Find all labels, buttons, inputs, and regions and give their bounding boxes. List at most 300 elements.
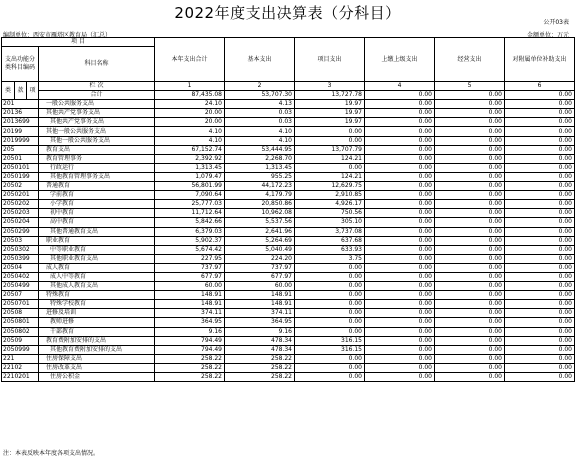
amount-cell: 0.00 <box>435 127 505 136</box>
amount-unit: 金额单位：万元 <box>526 32 569 39</box>
subject-code: 2210201 <box>2 373 39 382</box>
amount-cell: 0.00 <box>295 282 365 291</box>
amount-cell: 0.00 <box>295 272 365 281</box>
subject-name: 特殊教育 <box>39 291 155 300</box>
amount-cell: 0.00 <box>365 318 435 327</box>
table-row <box>2 200 575 209</box>
amount-cell: 5,902.37 <box>155 236 225 245</box>
amount-cell: 0.00 <box>505 318 575 327</box>
amount-cell: 0.00 <box>435 136 505 145</box>
subject-name: 干部教育 <box>39 327 155 336</box>
amount-cell: 0.00 <box>295 291 365 300</box>
subject-code: 20501 <box>2 154 39 163</box>
amount-cell: 0.00 <box>365 118 435 127</box>
amount-cell: 44,172.23 <box>225 182 295 191</box>
amount-cell: 0.00 <box>295 263 365 272</box>
amount-cell: 258.22 <box>225 363 295 372</box>
amount-cell: 4,926.17 <box>295 200 365 209</box>
amount-cell: 0.00 <box>435 163 505 172</box>
table-row <box>2 254 575 263</box>
col-upper-header: 上缴上级支出 <box>365 38 435 82</box>
subject-code: 2050701 <box>2 300 39 309</box>
amount-cell: 0.00 <box>435 182 505 191</box>
amount-cell: 0.00 <box>365 172 435 181</box>
amount-cell: 0.00 <box>365 300 435 309</box>
amount-cell: 0.00 <box>295 354 365 363</box>
amount-cell: 0.00 <box>365 272 435 281</box>
subject-name: 其他一般公共服务支出 <box>39 127 155 136</box>
subject-code: 2050499 <box>2 282 39 291</box>
subject-name: 其他一般公共服务支出 <box>39 136 155 145</box>
amount-cell: 20,850.86 <box>225 200 295 209</box>
amount-cell: 5,264.69 <box>225 236 295 245</box>
total-label: 合计 <box>39 91 155 100</box>
subject-name: 特殊学校教育 <box>39 300 155 309</box>
subject-code: 20503 <box>2 236 39 245</box>
amount-cell: 148.91 <box>225 300 295 309</box>
amount-cell: 316.15 <box>295 336 365 345</box>
amount-cell: 0.00 <box>435 118 505 127</box>
amount-cell: 60.00 <box>225 282 295 291</box>
col-num-2: 2 <box>225 82 295 91</box>
table-row <box>2 145 575 154</box>
subject-name: 其他普通教育支出 <box>39 227 155 236</box>
amount-cell: 53,444.95 <box>225 145 295 154</box>
subject-name: 初中教育 <box>39 209 155 218</box>
amount-cell: 955.25 <box>225 172 295 181</box>
table-row <box>2 127 575 136</box>
amount-cell: 637.68 <box>295 236 365 245</box>
table-row <box>2 136 575 145</box>
amount-cell: 364.95 <box>155 318 225 327</box>
amount-cell: 11,712.64 <box>155 209 225 218</box>
total-value: 0.00 <box>365 91 435 100</box>
amount-cell: 20.00 <box>155 109 225 118</box>
col-basic-header: 基本支出 <box>225 38 295 82</box>
amount-cell: 0.00 <box>505 218 575 227</box>
subject-name: 高中教育 <box>39 218 155 227</box>
form-number: 公开03表 <box>543 19 569 26</box>
subject-code: 20508 <box>2 309 39 318</box>
amount-cell: 0.00 <box>435 191 505 200</box>
amount-cell: 0.00 <box>505 163 575 172</box>
subject-name: 进修及培训 <box>39 309 155 318</box>
subject-code: 20502 <box>2 182 39 191</box>
amount-cell: 0.00 <box>435 272 505 281</box>
subject-code: 205 <box>2 145 39 154</box>
amount-cell: 0.00 <box>365 254 435 263</box>
total-value: 0.00 <box>505 91 575 100</box>
amount-cell: 124.21 <box>295 154 365 163</box>
amount-cell: 258.22 <box>225 373 295 382</box>
amount-cell: 0.00 <box>435 345 505 354</box>
amount-cell: 0.00 <box>365 163 435 172</box>
amount-cell: 5,674.42 <box>155 245 225 254</box>
amount-cell: 0.00 <box>505 363 575 372</box>
subject-code: 221 <box>2 354 39 363</box>
amount-cell: 0.00 <box>505 245 575 254</box>
amount-cell: 0.00 <box>435 154 505 163</box>
amount-cell: 0.00 <box>505 345 575 354</box>
table-row <box>2 118 575 127</box>
subject-code: 2050802 <box>2 327 39 336</box>
amount-cell: 0.00 <box>365 373 435 382</box>
amount-cell: 19.97 <box>295 100 365 109</box>
col-num-1: 1 <box>155 82 225 91</box>
kind-header: 类 <box>2 82 15 100</box>
subject-name: 其他共产党事务支出 <box>39 118 155 127</box>
amount-cell: 478.34 <box>225 336 295 345</box>
subject-code: 2050202 <box>2 200 39 209</box>
total-row <box>2 91 575 100</box>
amount-cell: 4.13 <box>225 100 295 109</box>
amount-cell: 0.00 <box>365 145 435 154</box>
amount-cell: 0.00 <box>435 336 505 345</box>
subject-code: 2013699 <box>2 118 39 127</box>
amount-cell: 0.00 <box>435 218 505 227</box>
amount-cell: 794.49 <box>155 336 225 345</box>
amount-cell: 0.00 <box>365 227 435 236</box>
table-row <box>2 309 575 318</box>
amount-cell: 0.00 <box>505 282 575 291</box>
expenditure-table <box>1 37 575 382</box>
amount-cell: 4.10 <box>155 127 225 136</box>
subject-name: 行政运行 <box>39 163 155 172</box>
amount-cell: 3.75 <box>295 254 365 263</box>
amount-cell: 0.00 <box>435 200 505 209</box>
amount-cell: 2,910.85 <box>295 191 365 200</box>
table-row <box>2 172 575 181</box>
amount-cell: 0.00 <box>505 309 575 318</box>
amount-cell: 0.00 <box>365 209 435 218</box>
amount-cell: 0.00 <box>365 154 435 163</box>
amount-cell: 0.00 <box>365 282 435 291</box>
amount-cell: 0.00 <box>505 100 575 109</box>
amount-cell: 0.00 <box>295 300 365 309</box>
table-row <box>2 209 575 218</box>
subject-name: 其他教育管理事务支出 <box>39 172 155 181</box>
subject-name: 小学教育 <box>39 200 155 209</box>
amount-cell: 677.97 <box>225 272 295 281</box>
subject-code: 20507 <box>2 291 39 300</box>
amount-cell: 750.56 <box>295 209 365 218</box>
amount-cell: 0.00 <box>295 163 365 172</box>
table-row <box>2 227 575 236</box>
amount-cell: 0.00 <box>435 363 505 372</box>
amount-cell: 13,707.79 <box>295 145 365 154</box>
amount-cell: 364.95 <box>225 318 295 327</box>
amount-cell: 0.00 <box>505 227 575 236</box>
total-value: 87,435.08 <box>155 91 225 100</box>
table-row <box>2 272 575 281</box>
section-header: 款 <box>15 82 27 100</box>
col-operating-header: 经营支出 <box>435 38 505 82</box>
col-subsidiary-header: 对附属单位补助支出 <box>505 38 575 82</box>
amount-cell: 0.00 <box>365 200 435 209</box>
amount-cell: 258.22 <box>155 373 225 382</box>
table-row <box>2 336 575 345</box>
amount-cell: 0.00 <box>435 318 505 327</box>
amount-cell: 0.00 <box>295 309 365 318</box>
amount-cell: 25,777.03 <box>155 200 225 209</box>
subject-code: 2050101 <box>2 163 39 172</box>
amount-cell: 0.00 <box>365 182 435 191</box>
subject-code: 2050201 <box>2 191 39 200</box>
amount-cell: 5,842.66 <box>155 218 225 227</box>
amount-cell: 4.10 <box>225 136 295 145</box>
amount-cell: 0.00 <box>435 354 505 363</box>
subject-name: 学前教育 <box>39 191 155 200</box>
amount-cell: 4.10 <box>155 136 225 145</box>
col-num-6: 6 <box>505 82 575 91</box>
amount-cell: 0.00 <box>435 109 505 118</box>
table-row <box>2 100 575 109</box>
amount-cell: 0.00 <box>435 263 505 272</box>
subject-code-header: 支出功能分类科目编码 <box>2 47 39 82</box>
amount-cell: 0.00 <box>295 363 365 372</box>
amount-cell: 24.10 <box>155 100 225 109</box>
amount-cell: 737.97 <box>225 263 295 272</box>
amount-cell: 0.00 <box>505 182 575 191</box>
amount-cell: 0.00 <box>365 100 435 109</box>
subject-name: 其他共产党事务支出 <box>39 109 155 118</box>
amount-cell: 6,379.03 <box>155 227 225 236</box>
amount-cell: 0.00 <box>365 291 435 300</box>
col-total-header: 本年支出合计 <box>155 38 225 82</box>
amount-cell: 0.00 <box>505 236 575 245</box>
amount-cell: 0.00 <box>505 209 575 218</box>
table-row <box>2 218 575 227</box>
amount-cell: 0.00 <box>505 373 575 382</box>
subject-name: 普通教育 <box>39 182 155 191</box>
amount-cell: 0.00 <box>505 172 575 181</box>
amount-cell: 0.00 <box>435 227 505 236</box>
subject-name: 教师进修 <box>39 318 155 327</box>
subject-name: 住房保障支出 <box>39 354 155 363</box>
amount-cell: 1,313.45 <box>155 163 225 172</box>
subject-name: 教育支出 <box>39 145 155 154</box>
amount-cell: 0.00 <box>435 145 505 154</box>
subitem-header: 项 <box>27 82 39 100</box>
amount-cell: 0.00 <box>505 118 575 127</box>
amount-cell: 0.00 <box>365 245 435 254</box>
amount-cell: 0.00 <box>505 136 575 145</box>
table-row <box>2 191 575 200</box>
table-row <box>2 263 575 272</box>
amount-cell: 5,040.49 <box>225 245 295 254</box>
amount-cell: 60.00 <box>155 282 225 291</box>
subject-name: 一般公共服务支出 <box>39 100 155 109</box>
amount-cell: 0.00 <box>365 136 435 145</box>
amount-cell: 148.91 <box>155 300 225 309</box>
amount-cell: 0.00 <box>505 254 575 263</box>
header-row-4 <box>2 82 575 91</box>
total-value: 13,727.78 <box>295 91 365 100</box>
amount-cell: 0.00 <box>505 336 575 345</box>
amount-cell: 0.00 <box>365 109 435 118</box>
amount-cell: 9.16 <box>155 327 225 336</box>
subject-name: 住房改革支出 <box>39 363 155 372</box>
subject-code: 2050204 <box>2 218 39 227</box>
subject-name-header: 科目名称 <box>39 47 155 82</box>
amount-cell: 0.00 <box>505 200 575 209</box>
amount-cell: 0.03 <box>225 109 295 118</box>
subject-code: 2050999 <box>2 345 39 354</box>
amount-cell: 4,179.79 <box>225 191 295 200</box>
subject-code: 20199 <box>2 127 39 136</box>
amount-cell: 316.15 <box>295 345 365 354</box>
col-project-header: 项目支出 <box>295 38 365 82</box>
table-row <box>2 109 575 118</box>
amount-cell: 0.00 <box>505 291 575 300</box>
table-row <box>2 363 575 372</box>
subject-name: 其他成人教育支出 <box>39 282 155 291</box>
amount-cell: 10,962.08 <box>225 209 295 218</box>
amount-cell: 4.10 <box>225 127 295 136</box>
subject-code: 2019999 <box>2 136 39 145</box>
amount-cell: 0.00 <box>365 363 435 372</box>
amount-cell: 2,392.92 <box>155 154 225 163</box>
col-label-header: 栏 次 <box>39 82 155 91</box>
amount-cell: 0.00 <box>365 327 435 336</box>
amount-cell: 0.00 <box>505 272 575 281</box>
amount-cell: 0.00 <box>365 336 435 345</box>
amount-cell: 227.95 <box>155 254 225 263</box>
amount-cell: 3,737.08 <box>295 227 365 236</box>
amount-cell: 0.00 <box>365 263 435 272</box>
table-row <box>2 327 575 336</box>
amount-cell: 7,090.64 <box>155 191 225 200</box>
amount-cell: 0.00 <box>365 127 435 136</box>
amount-cell: 258.22 <box>155 354 225 363</box>
amount-cell: 224.20 <box>225 254 295 263</box>
table-row <box>2 154 575 163</box>
amount-cell: 0.00 <box>295 127 365 136</box>
col-num-4: 4 <box>365 82 435 91</box>
amount-cell: 20.00 <box>155 118 225 127</box>
amount-cell: 1,079.47 <box>155 172 225 181</box>
amount-cell: 0.00 <box>365 345 435 354</box>
amount-cell: 0.00 <box>365 236 435 245</box>
amount-cell: 0.03 <box>225 118 295 127</box>
subject-code: 2050299 <box>2 227 39 236</box>
table-row <box>2 182 575 191</box>
total-value: 53,707.30 <box>225 91 295 100</box>
amount-cell: 0.00 <box>505 154 575 163</box>
amount-cell: 0.00 <box>435 172 505 181</box>
subject-name: 住房公积金 <box>39 373 155 382</box>
table-row <box>2 373 575 382</box>
amount-cell: 2,641.96 <box>225 227 295 236</box>
amount-cell: 0.00 <box>505 191 575 200</box>
table-row <box>2 354 575 363</box>
subject-code: 22102 <box>2 363 39 372</box>
amount-cell: 67,152.74 <box>155 145 225 154</box>
amount-cell: 677.97 <box>155 272 225 281</box>
table-row <box>2 236 575 245</box>
amount-cell: 737.97 <box>155 263 225 272</box>
subject-code: 2050199 <box>2 172 39 181</box>
amount-cell: 633.93 <box>295 245 365 254</box>
amount-cell: 2,268.70 <box>225 154 295 163</box>
amount-cell: 19.97 <box>295 109 365 118</box>
amount-cell: 0.00 <box>435 327 505 336</box>
amount-cell: 0.00 <box>505 327 575 336</box>
amount-cell: 9.16 <box>225 327 295 336</box>
subject-code: 2050203 <box>2 209 39 218</box>
amount-cell: 0.00 <box>435 245 505 254</box>
amount-cell: 12,629.75 <box>295 182 365 191</box>
subject-code: 20509 <box>2 336 39 345</box>
amount-cell: 0.00 <box>435 282 505 291</box>
amount-cell: 0.00 <box>505 263 575 272</box>
amount-cell: 0.00 <box>435 373 505 382</box>
amount-cell: 19.97 <box>295 118 365 127</box>
subject-name: 其他教育费附加安排的支出 <box>39 345 155 354</box>
amount-cell: 0.00 <box>435 236 505 245</box>
amount-cell: 794.49 <box>155 345 225 354</box>
amount-cell: 0.00 <box>365 309 435 318</box>
subject-name: 中等职业教育 <box>39 245 155 254</box>
amount-cell: 478.34 <box>225 345 295 354</box>
subject-name: 教育管理事务 <box>39 154 155 163</box>
subject-code: 20136 <box>2 109 39 118</box>
col-num-3: 3 <box>295 82 365 91</box>
subject-code: 20504 <box>2 263 39 272</box>
table-row <box>2 163 575 172</box>
amount-cell: 0.00 <box>295 327 365 336</box>
footnote: 注：本表反映本年度各项支出情况。 <box>3 450 100 457</box>
amount-cell: 305.10 <box>295 218 365 227</box>
amount-cell: 258.22 <box>155 363 225 372</box>
header-row-1 <box>2 38 575 47</box>
amount-cell: 374.11 <box>225 309 295 318</box>
amount-cell: 0.00 <box>435 254 505 263</box>
page-title: 2022年度支出决算表（分科目） <box>174 4 401 22</box>
amount-cell: 1,313.45 <box>225 163 295 172</box>
amount-cell: 0.00 <box>295 136 365 145</box>
amount-cell: 0.00 <box>295 373 365 382</box>
amount-cell: 374.11 <box>155 309 225 318</box>
table-row <box>2 345 575 354</box>
amount-cell: 0.00 <box>365 354 435 363</box>
subject-name: 其他职业教育支出 <box>39 254 155 263</box>
amount-cell: 0.00 <box>505 127 575 136</box>
amount-cell: 5,537.56 <box>225 218 295 227</box>
amount-cell: 56,801.99 <box>155 182 225 191</box>
subject-name: 成人中等教育 <box>39 272 155 281</box>
amount-cell: 0.00 <box>435 309 505 318</box>
amount-cell: 0.00 <box>505 109 575 118</box>
subject-code: 201 <box>2 100 39 109</box>
subject-name: 成人教育 <box>39 263 155 272</box>
amount-cell: 0.00 <box>505 300 575 309</box>
total-value: 0.00 <box>435 91 505 100</box>
amount-cell: 258.22 <box>225 354 295 363</box>
subject-name: 教育费附加安排的支出 <box>39 336 155 345</box>
amount-cell: 148.91 <box>225 291 295 300</box>
amount-cell: 0.00 <box>435 300 505 309</box>
subject-code: 2050402 <box>2 272 39 281</box>
col-num-5: 5 <box>435 82 505 91</box>
amount-cell: 0.00 <box>365 191 435 200</box>
amount-cell: 0.00 <box>435 209 505 218</box>
amount-cell: 0.00 <box>435 100 505 109</box>
amount-cell: 124.21 <box>295 172 365 181</box>
amount-cell: 0.00 <box>365 218 435 227</box>
amount-cell: 0.00 <box>295 318 365 327</box>
item-header: 项 目 <box>2 38 155 47</box>
